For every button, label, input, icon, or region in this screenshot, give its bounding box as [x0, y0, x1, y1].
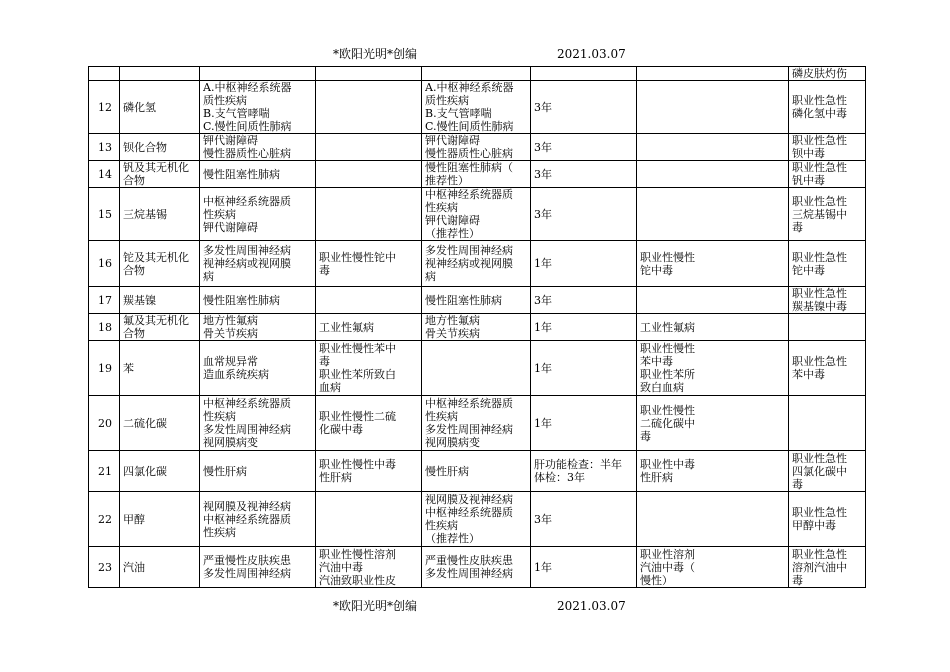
cell-line: 多发性周围神经病: [203, 423, 291, 436]
cell-text: 3年: [534, 293, 552, 307]
col-substance: [120, 492, 200, 547]
cell-line: B.支气管哮喘: [425, 107, 492, 120]
cell-line: 职业性急性: [792, 94, 847, 107]
cell-line: 多发性周围神经病: [425, 244, 513, 257]
col-acute: [789, 188, 866, 241]
cell-line: 病: [425, 270, 436, 283]
cell-line: 职业性慢性: [640, 403, 695, 417]
row-number: 19: [98, 361, 112, 375]
cell-line: C.慢性间质性肺病: [203, 120, 292, 133]
col-contraindication-a: [200, 81, 316, 134]
substance-name: 四氯化碳: [123, 464, 167, 478]
cell-line: 职业性慢性二硫: [319, 410, 396, 423]
row-number: 23: [98, 560, 112, 574]
cell-line: 三烷基锡中: [792, 207, 847, 221]
cell-line: 推荐性）: [425, 174, 469, 187]
footer-author: *欧阳光明*创编: [333, 599, 418, 613]
cell-text: 1年: [534, 560, 552, 574]
col-diagnosis-b: [637, 451, 789, 492]
cell-burn-note: 磷皮肤灼伤: [789, 67, 866, 81]
col-contraindication-b: [422, 287, 531, 314]
cell-line: 骨关节疾病: [203, 327, 258, 340]
cell-line: A.中枢神经系统器: [203, 81, 292, 94]
cell-line: 多发性周围神经病: [425, 423, 513, 436]
table-row: [89, 81, 866, 134]
col-diagnosis-a: [316, 396, 422, 451]
col-contraindication-a: [200, 341, 316, 396]
cell-line: 病: [203, 270, 214, 283]
cell-line: 中枢神经系统器质: [203, 194, 291, 208]
substance-name: 氟及其无机化合物: [123, 314, 189, 340]
cell-line: 体检：3年: [534, 471, 585, 484]
col-substance: [120, 451, 200, 492]
col-diagnosis-a: [316, 188, 422, 241]
cell-line: 慢性器质性心脏病: [425, 147, 513, 160]
cell-line: 毒: [319, 263, 330, 277]
table-row: [89, 396, 866, 451]
col-diagnosis-a: [316, 134, 422, 161]
cell-line: 慢性肝病: [203, 464, 247, 478]
cell-line: 铊中毒: [640, 263, 673, 277]
cell-line: 四氯化碳中: [792, 464, 847, 478]
cell-line: 致白血病: [640, 381, 684, 394]
cell-line: 血病: [319, 381, 341, 394]
cell-line: 毒: [792, 220, 803, 234]
table-cell: [531, 67, 637, 81]
row-number: 21: [98, 464, 112, 478]
cell-line: 质性疾病: [425, 94, 469, 107]
col-contraindication-b: [422, 161, 531, 188]
col-diagnosis-a: [316, 451, 422, 492]
col-diagnosis-b: [637, 81, 789, 134]
col-number: [89, 314, 120, 341]
col-contraindication-b: [422, 396, 531, 451]
cell-line: 性疾病: [425, 201, 458, 214]
cell-line: 工业性氟病: [319, 320, 374, 334]
cell-line: 磷化氢中毒: [792, 107, 847, 120]
cell-text: 1年: [534, 361, 552, 375]
col-contraindication-b: [422, 492, 531, 547]
cell-line: 中枢神经系统器质: [203, 512, 291, 526]
col-number: [89, 188, 120, 241]
col-contraindication-a: [200, 451, 316, 492]
col-diagnosis-a: [316, 287, 422, 314]
substance-name: 甲醇: [123, 512, 145, 526]
col-diagnosis-b: [637, 547, 789, 588]
row-number: 20: [98, 416, 112, 430]
header-date: 2021.03.07: [557, 47, 626, 61]
cell-line: 苯中毒: [640, 355, 673, 368]
col-substance: [120, 314, 200, 341]
cell-line: 多发性周围神经病: [203, 567, 291, 580]
cell-line: 职业性慢性: [640, 342, 695, 355]
col-substance: [120, 287, 200, 314]
col-interval: [531, 81, 637, 134]
cell-line: 毒: [792, 477, 803, 491]
col-number: [89, 396, 120, 451]
cell-line: 化碳中毒: [319, 423, 363, 436]
cell-line: （推荐性）: [425, 532, 480, 545]
col-substance: [120, 341, 200, 396]
cell-text: 1年: [534, 320, 552, 334]
cell-line: 造血系统疾病: [203, 368, 269, 381]
cell-text: 1年: [534, 257, 552, 270]
col-diagnosis-b: [637, 134, 789, 161]
col-diagnosis-a: [316, 547, 422, 588]
cell-line: 毒: [792, 573, 803, 587]
col-contraindication-a: [200, 547, 316, 588]
cell-line: 职业性苯所致白: [319, 368, 396, 381]
page-header: [0, 46, 950, 62]
col-substance: [120, 81, 200, 134]
col-acute: [789, 492, 866, 547]
col-interval: [531, 492, 637, 547]
cell-line: 质性疾病: [203, 94, 247, 107]
row-number: 13: [98, 140, 112, 154]
row-number: 15: [98, 207, 112, 221]
col-interval: [531, 134, 637, 161]
cell-line: 慢性阻塞性肺病: [425, 293, 502, 307]
col-diagnosis-b: [637, 341, 789, 396]
substance-name: 羰基镍: [123, 293, 156, 307]
cell-line: 职业性苯所: [640, 368, 695, 381]
col-substance: [120, 241, 200, 287]
cell-line: 职业性慢性: [640, 250, 695, 264]
col-diagnosis-a: [316, 161, 422, 188]
cell-text: 3年: [534, 207, 552, 221]
col-diagnosis-b: [637, 161, 789, 188]
cell-text: 1年: [534, 416, 552, 430]
cell-text: 3年: [534, 100, 552, 114]
col-number: [89, 492, 120, 547]
col-number: [89, 161, 120, 188]
cell-line: 视网膜及视神经病: [203, 499, 291, 513]
col-interval: [531, 341, 637, 396]
col-diagnosis-b: [637, 492, 789, 547]
col-acute: [789, 341, 866, 396]
header-author: *欧阳光明*创编: [333, 47, 418, 61]
col-interval: [531, 547, 637, 588]
col-contraindication-b: [422, 314, 531, 341]
cell-line: 二硫化碳中: [640, 416, 695, 430]
col-number: [89, 134, 120, 161]
col-substance: [120, 161, 200, 188]
table-row: [89, 451, 866, 492]
cell-line: 多发性周围神经病: [203, 244, 291, 257]
table-row: [89, 314, 866, 341]
cell-line: 钾代谢障碍: [425, 214, 480, 227]
col-acute: [789, 287, 866, 314]
cell-line: 性疾病: [425, 519, 458, 532]
cell-line: 慢性器质性心脏病: [203, 147, 291, 160]
table-cell: [89, 67, 120, 81]
col-diagnosis-a: [316, 341, 422, 396]
col-substance: [120, 396, 200, 451]
cell-line: 汽油中毒: [319, 560, 363, 574]
cell-line: 钒中毒: [792, 174, 825, 187]
cell-line: 职业性急性: [792, 547, 847, 561]
col-diagnosis-a: [316, 241, 422, 287]
cell-line: 钾代谢障碍: [203, 220, 258, 234]
col-diagnosis-a: [316, 81, 422, 134]
cell-line: B.支气管哮喘: [203, 107, 270, 120]
row-number: 18: [98, 320, 112, 334]
cell-line: 职业性急性: [792, 161, 847, 174]
table-row: [89, 161, 866, 188]
col-number: [89, 287, 120, 314]
col-interval: [531, 161, 637, 188]
col-interval: [531, 241, 637, 287]
col-diagnosis-b: [637, 396, 789, 451]
cell-line: 职业性急性: [792, 134, 847, 147]
substance-name: 铊及其无机化合物: [123, 250, 189, 277]
cell-line: 工业性氟病: [640, 320, 695, 334]
row-number: 17: [98, 293, 112, 307]
col-contraindication-a: [200, 492, 316, 547]
cell-line: 性疾病: [203, 410, 236, 423]
cell-line: 钾代谢障碍: [425, 134, 480, 147]
table-cell: [200, 67, 316, 81]
table-row: [89, 547, 866, 588]
cell-line: 职业性急性: [792, 355, 847, 368]
col-acute: [789, 547, 866, 588]
cell-line: 职业性急性: [792, 250, 847, 264]
cell-line: 职业性溶剂: [640, 547, 695, 561]
col-contraindication-a: [200, 287, 316, 314]
cell-line: A.中枢神经系统器: [425, 81, 514, 94]
substance-name: 二硫化碳: [123, 416, 167, 430]
col-diagnosis-b: [637, 241, 789, 287]
cell-line: 视网膜及视神经病: [425, 493, 513, 506]
col-contraindication-a: [200, 241, 316, 287]
row-number: 12: [98, 100, 112, 114]
col-substance: [120, 547, 200, 588]
cell-line: 慢性阻塞性肺病: [203, 293, 280, 307]
substance-name: 三烷基锡: [123, 207, 167, 221]
row-number: 22: [98, 512, 112, 526]
cell-line: 视网膜病变: [425, 436, 480, 449]
col-acute: [789, 161, 866, 188]
cell-line: 多发性周围神经病: [425, 567, 513, 580]
table-cell: [637, 67, 789, 81]
col-contraindication-b: [422, 81, 531, 134]
col-number: [89, 451, 120, 492]
cell-line: 慢性阻塞性肺病（: [425, 161, 513, 174]
page-footer: [0, 598, 950, 614]
cell-line: 职业性慢性铊中: [319, 250, 396, 264]
cell-line: 性肝病: [319, 471, 352, 484]
cell-line: 钡中毒: [792, 147, 825, 160]
cell-text: 3年: [534, 167, 552, 181]
col-substance: [120, 188, 200, 241]
col-interval: [531, 314, 637, 341]
col-diagnosis-a: [316, 314, 422, 341]
cell-line: 视神经病或视网膜: [425, 257, 513, 270]
cell-line: 严重慢性皮肤疾患: [425, 554, 513, 567]
table-row: [89, 492, 866, 547]
cell-line: 甲醇中毒: [792, 519, 836, 532]
cell-line: 视网膜病变: [203, 436, 258, 449]
cell-line: 铊中毒: [792, 263, 825, 277]
col-interval: [531, 451, 637, 492]
substance-name: 苯: [123, 361, 134, 375]
substance-name: 磷化氢: [123, 100, 156, 114]
cell-line: C.慢性间质性肺病: [425, 120, 514, 133]
cell-line: 职业性中毒: [640, 458, 695, 471]
cell-line: 慢性阻塞性肺病: [203, 167, 280, 181]
table-cell: [120, 67, 200, 81]
col-acute: [789, 314, 866, 341]
cell-line: 苯中毒: [792, 368, 825, 381]
cell-line: 性疾病: [203, 525, 236, 539]
cell-line: 中枢神经系统器质: [425, 397, 513, 410]
col-contraindication-b: [422, 341, 531, 396]
table-row: [89, 134, 866, 161]
col-acute: [789, 396, 866, 451]
cell-line: 汽油致职业性皮: [319, 573, 396, 587]
col-acute: [789, 451, 866, 492]
disease-table: [88, 66, 866, 588]
cell-line: 血常规异常: [203, 355, 258, 368]
col-contraindication-b: [422, 451, 531, 492]
cell-line: 性疾病: [203, 207, 236, 221]
col-acute: [789, 134, 866, 161]
cell-line: 慢性肝病: [425, 464, 469, 478]
col-diagnosis-b: [637, 287, 789, 314]
col-substance: [120, 134, 200, 161]
cell-line: 职业性急性: [792, 194, 847, 208]
col-number: [89, 341, 120, 396]
cell-line: 职业性慢性苯中: [319, 342, 396, 355]
cell-line: 职业性急性: [792, 506, 847, 519]
col-acute: [789, 81, 866, 134]
cell-text: 3年: [534, 140, 552, 154]
cell-line: 性肝病: [640, 471, 673, 484]
cell-line: 中枢神经系统器质: [203, 397, 291, 410]
cell-line: 骨关节疾病: [425, 327, 480, 340]
cell-line: 地方性氟病: [425, 314, 480, 327]
table-cell: [422, 67, 531, 81]
col-acute: [789, 241, 866, 287]
cell-line: 钾代谢障碍: [203, 134, 258, 147]
col-diagnosis-b: [637, 314, 789, 341]
table-row: [89, 188, 866, 241]
col-contraindication-b: [422, 188, 531, 241]
row-number: 14: [98, 167, 112, 181]
col-diagnosis-a: [316, 492, 422, 547]
col-contraindication-a: [200, 161, 316, 188]
col-interval: [531, 396, 637, 451]
cell-line: 中枢神经系统器质: [425, 188, 513, 201]
col-contraindication-a: [200, 314, 316, 341]
col-contraindication-a: [200, 396, 316, 451]
cell-line: 中枢神经系统器质: [425, 506, 513, 519]
cell-line: 职业性急性: [792, 451, 847, 465]
col-diagnosis-b: [637, 188, 789, 241]
cell-line: （推荐性）: [425, 227, 480, 240]
col-number: [89, 547, 120, 588]
table-row: [89, 241, 866, 287]
cell-line: 汽油中毒（: [640, 560, 695, 574]
cell-line: 职业性急性: [792, 287, 847, 300]
col-number: [89, 241, 120, 287]
col-contraindication-b: [422, 547, 531, 588]
cell-line: 视神经病或视网膜: [203, 257, 291, 270]
col-contraindication-b: [422, 134, 531, 161]
col-number: [89, 81, 120, 134]
cell-line: 肝功能检查：半年: [534, 458, 622, 471]
col-interval: [531, 287, 637, 314]
cell-line: 慢性）: [640, 573, 673, 587]
cell-line: 毒: [640, 429, 651, 443]
table-row-continuation: [89, 67, 866, 81]
cell-text: 3年: [534, 512, 552, 526]
row-number: 16: [98, 257, 112, 270]
cell-line: 职业性慢性溶剂: [319, 547, 396, 561]
footer-date: 2021.03.07: [557, 599, 626, 613]
cell-line: 羰基镍中毒: [792, 300, 847, 313]
table-row: [89, 287, 866, 314]
substance-name: 钡化合物: [123, 140, 167, 154]
cell-line: 溶剂汽油中: [792, 560, 847, 574]
cell-line: 性疾病: [425, 410, 458, 423]
cell-line: 毒: [319, 355, 330, 368]
substance-name: 汽油: [123, 560, 145, 574]
cell-line: 地方性氟病: [203, 314, 258, 327]
col-contraindication-a: [200, 188, 316, 241]
col-interval: [531, 188, 637, 241]
col-contraindication-b: [422, 241, 531, 287]
col-contraindication-a: [200, 134, 316, 161]
table-row: [89, 341, 866, 396]
table-cell: [316, 67, 422, 81]
substance-name: 钒及其无机化合物: [123, 161, 189, 187]
cell-line: 职业性慢性中毒: [319, 458, 396, 471]
cell-line: 严重慢性皮肤疾患: [203, 554, 291, 567]
